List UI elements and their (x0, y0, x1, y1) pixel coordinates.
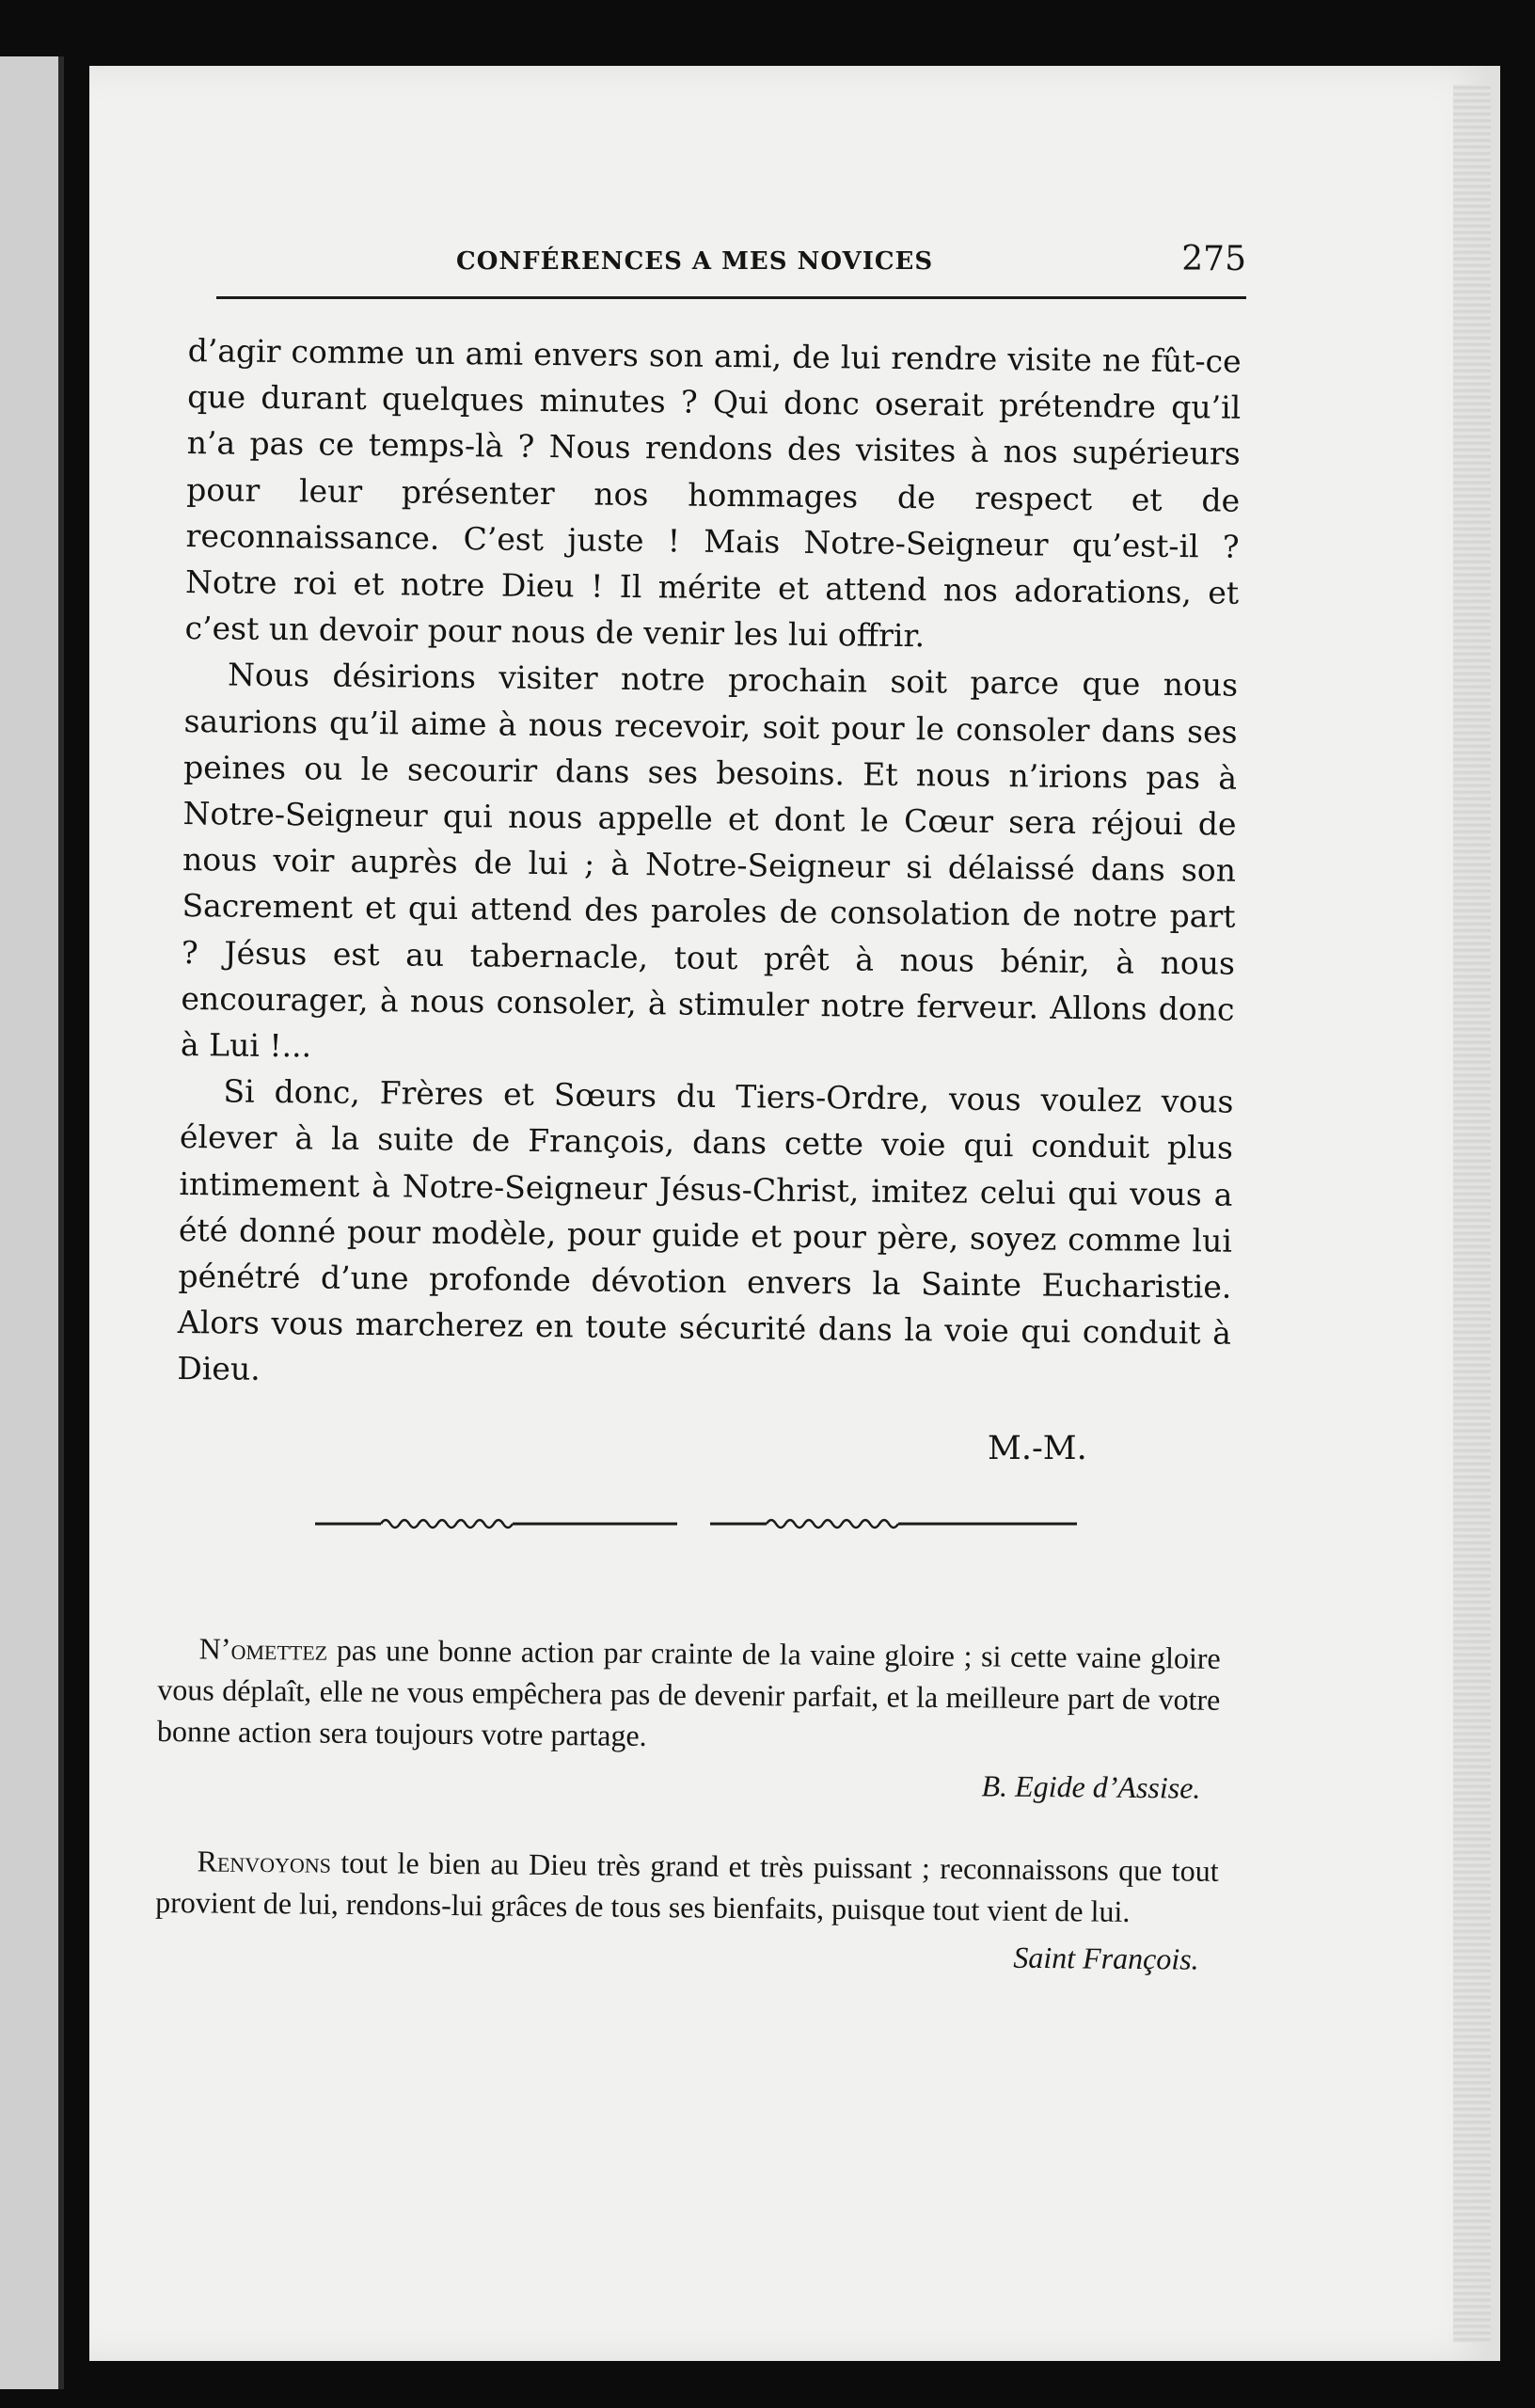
quote-1-lead: N’omettez (198, 1631, 328, 1667)
quote-2 (155, 1840, 1219, 1933)
quote-1-text: pas une bonne action par crainte de la vaine gloire ; si cette vaine gloire vous déplaît, elle ne vous empêchera pas de devenir parfait, et la meilleure part de votre bonne action sera toujours votre partage. (156, 1632, 1221, 1752)
quote-1 (157, 1627, 1221, 1762)
running-title: CONFÉRENCES A MES NOVICES (456, 247, 934, 276)
page-number: 275 (1181, 240, 1246, 278)
paragraph-3: Si donc, Frères et Sœurs du Tiers-Ordre, vous voulez vous élever à la suite de François, dans cette voie qui conduit plus intimement à Notre-Seigneur Jésus-Christ, imitez celui qui vous a été donné pour modèle, pour guide et pour père, soyez comme lui pénétré d’une profonde dévotion envers la Sainte Eucharistie. Alors vous marcherez en toute sécurité dans la voie qui conduit à Dieu. (177, 1072, 1234, 1388)
running-header (216, 240, 1246, 299)
adjacent-page-edge (0, 56, 64, 2389)
paragraph-2: Nous désirions visiter notre prochain soit parce que nous saurions qu’il aime à nous recevoir, soit pour le consoler dans ses peines ou le secourir dans ses besoins. Et nous n’irions pas à Notre-Seigneur qui nous appelle et dont le Cœur sera réjoui de nous voir auprès de lui ; à Notre-Seigneur si délaissé dans son Sacrement et qui attend des paroles de consolation de notre part ? Jésus est au tabernacle, tout prêt à nous bénir, à nous encourager, à nous consoler, à stimuler notre ferveur. Allons donc à Lui !... (180, 656, 1239, 1065)
quote-1-attribution: B. Egide d’Assise. (981, 1768, 1201, 1805)
quote-2-lead: Renvoyons (197, 1844, 332, 1879)
wavy-rule-ornament (315, 1510, 1077, 1538)
page-stack-edge (1453, 85, 1491, 2342)
paragraph-1: d’agir comme un ami envers son ami, de lui rendre visite ne fût-ce que durant quelques minutes ? Qui donc oserait prétendre qu’il n’a pas ce temps-là ? Nous rendons des visites à nos supérieurs pour leur présenter nos hommages de respect et de reconnaissance. C’est juste ! Mais Notre-Seigneur qu’est-il ? Notre roi et notre Dieu ! Il mérite et attend nos adorations, et c’est un devoir pour nous de venir les lui offrir. (184, 331, 1242, 655)
author-signature: M.-M. (988, 1430, 1087, 1467)
quote-2-attribution: Saint François. (1013, 1940, 1199, 1976)
main-text (177, 327, 1242, 1402)
quotations-section (155, 1627, 1221, 1980)
quote-2-text: tout le bien au Dieu très grand et très puissant ; reconnaissons que tout provient de lui, rendons-lui grâces de tous ses bienfaits, puisque tout vient de lui. (155, 1845, 1219, 1928)
